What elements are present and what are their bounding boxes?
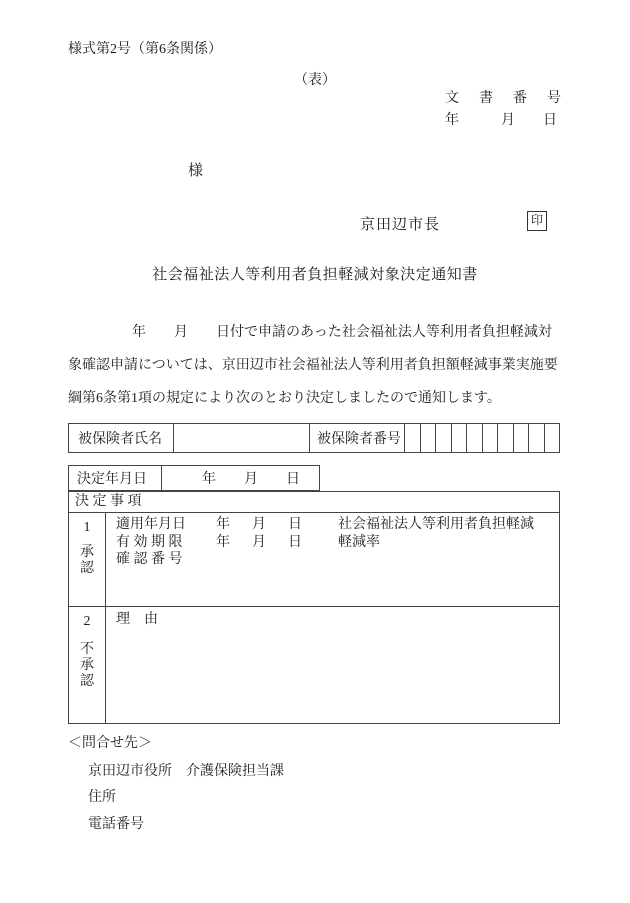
decision-items-table bbox=[68, 491, 560, 724]
insured-number-box bbox=[404, 424, 420, 452]
insured-number-box bbox=[482, 424, 498, 452]
insured-table bbox=[68, 423, 560, 453]
insured-number-box bbox=[544, 424, 560, 452]
confirmation-number-label: 確 認 番 号 bbox=[116, 552, 183, 567]
insured-number-box bbox=[513, 424, 529, 452]
decision-row-rejected-side bbox=[69, 607, 106, 723]
body-paragraph bbox=[68, 322, 568, 421]
body-line-1: 年 月 日付で申請のあった社会福祉法人等利用者負担軽減対 bbox=[132, 325, 552, 340]
decision-row-rejected bbox=[69, 606, 559, 723]
sender-title: 京田辺市長 bbox=[360, 217, 441, 233]
contact-office: 京田辺市役所 介護保険担当課 bbox=[88, 764, 284, 779]
row-number: 1 bbox=[83, 520, 91, 535]
expiry-date-label: 有 効 期 限 bbox=[116, 534, 183, 550]
doc-meta-block bbox=[445, 88, 564, 132]
contact-header: ＜問合せ先＞ bbox=[68, 736, 152, 751]
decision-date-table bbox=[68, 465, 320, 491]
decision-row-approved-body bbox=[106, 513, 559, 606]
seal-mark: 印 bbox=[527, 211, 547, 231]
reduction-rate-label: 軽減率 bbox=[338, 534, 380, 550]
decision-items-header: 決 定 事 項 bbox=[75, 494, 142, 509]
insured-number-box bbox=[420, 424, 436, 452]
contact-phone-label: 電話番号 bbox=[88, 817, 144, 832]
insured-number-box bbox=[435, 424, 451, 452]
decision-date-value: 年 月 日 bbox=[161, 466, 319, 490]
insured-name-value bbox=[173, 424, 309, 452]
reduction-program-note: 社会福祉法人等利用者負担軽減 bbox=[338, 517, 534, 532]
row-status-approved: 承認 bbox=[80, 545, 94, 577]
document-title: 社会福祉法人等利用者負担軽減対象決定通知書 bbox=[152, 267, 478, 283]
insured-number-box bbox=[528, 424, 544, 452]
applicable-date-label: 適用年月日 bbox=[116, 517, 186, 532]
decision-row-rejected-body bbox=[106, 607, 559, 723]
expiry-date-blank: 年 月 日 bbox=[216, 534, 306, 550]
insured-number-label: 被保険者番号 bbox=[309, 424, 404, 452]
row-number: 2 bbox=[83, 614, 91, 629]
expiry-date-line bbox=[116, 534, 559, 552]
form-number-label: 様式第2号（第6条関係） bbox=[68, 42, 222, 57]
applicable-date-blank: 年 月 日 bbox=[216, 517, 306, 532]
row-status-rejected: 不承認 bbox=[80, 642, 94, 690]
insured-name-label: 被保険者氏名 bbox=[78, 432, 162, 447]
insured-number-box bbox=[466, 424, 482, 452]
insured-number-box bbox=[451, 424, 467, 452]
insured-number-box bbox=[497, 424, 513, 452]
decision-date-label: 決定年月日 bbox=[77, 472, 147, 487]
confirmation-number-line bbox=[116, 551, 559, 569]
doc-date-line: 年 月 日 bbox=[445, 113, 557, 128]
decision-row-approved bbox=[69, 512, 559, 606]
addressee-honorific: 様 bbox=[188, 163, 204, 179]
doc-number-label: 文 書 番 号 bbox=[445, 91, 564, 106]
body-line-2: 象確認申請については、京田辺市社会福祉法人等利用者負担額軽減事業実施要 bbox=[68, 358, 558, 373]
applicable-date-line bbox=[116, 516, 559, 534]
decision-row-approved-side bbox=[69, 513, 106, 606]
contact-address-label: 住所 bbox=[88, 790, 116, 805]
body-line-3: 綱第6条第1項の規定により次のとおり決定しましたので通知します。 bbox=[68, 391, 501, 406]
reason-label: 理 由 bbox=[116, 612, 158, 627]
side-label: （表） bbox=[294, 73, 336, 88]
insured-number-boxes bbox=[404, 424, 559, 452]
